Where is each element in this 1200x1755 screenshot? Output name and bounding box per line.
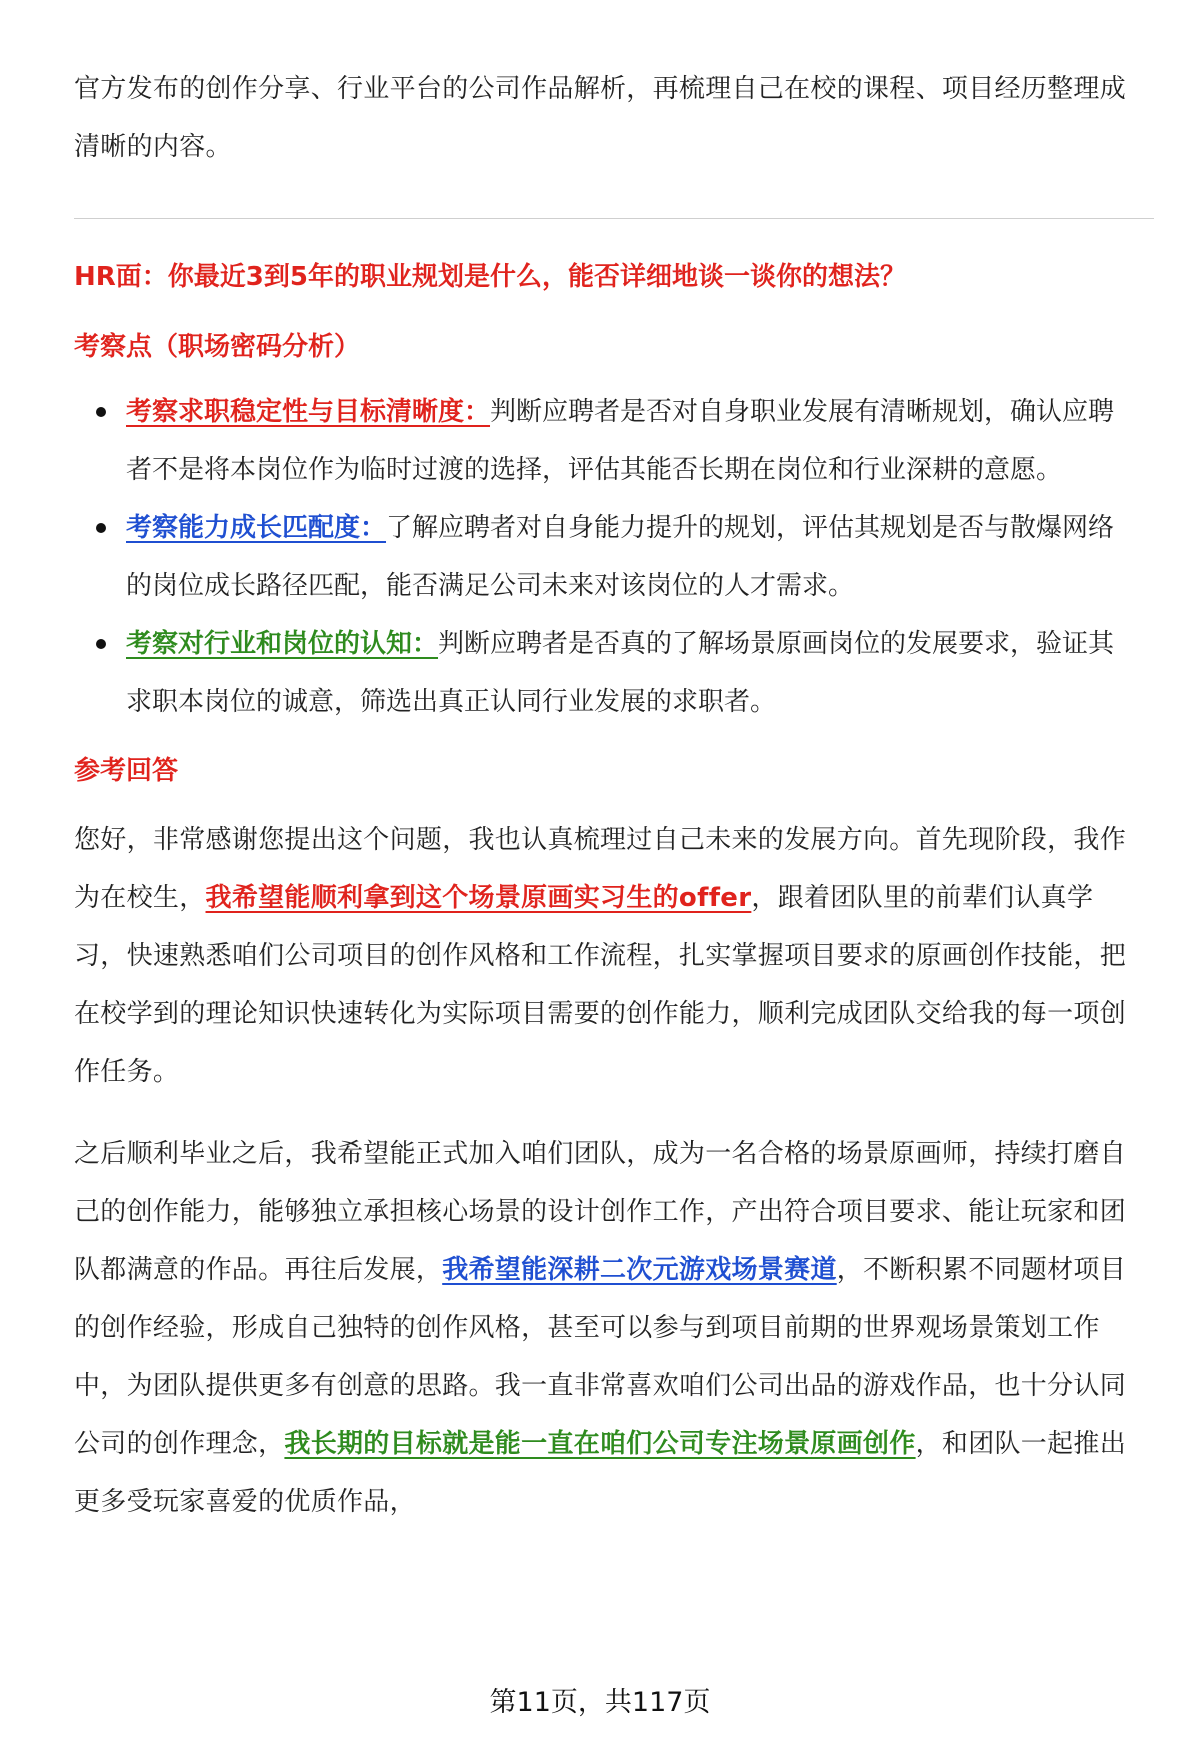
bullet-text: 了解应聘者对自身能力提升的规划，评估其规划是否与散爆网络的岗位成长路径匹配，能否满足公司未来对该岗位的人才需求。 [126,513,1115,601]
answer-paragraph-2 [74,1125,1134,1531]
bullet-keyword: 考察能力成长匹配度： [126,513,387,543]
list-item [74,499,1134,615]
intro-paragraph: 官方发布的创作分享、行业平台的公司作品解析，再梳理自己在校的课程、项目经历整理成清晰的内容。 [74,74,1127,162]
document-page [74,60,1134,1531]
answer-text: ，跟着团队里的前辈们认真学习，快速熟悉咱们公司项目的创作风格和工作流程，扎实掌握项目要求的原画创作技能，把在校学到的理论知识快速转化为实际项目需要的创作能力，顺利完成团队交给我的每一项创作任务。 [74,883,1127,1087]
bullet-icon [96,639,106,649]
answer-heading: 参考回答 [74,756,179,786]
bullet-keyword: 考察求职稳定性与目标清晰度： [126,397,491,427]
list-item [74,615,1134,731]
bullet-text: 判断应聘者是否真的了解场景原画岗位的发展要求，验证其求职本岗位的诚意，筛选出真正认同行业发展的求职者。 [126,629,1115,717]
bullet-icon [96,407,106,417]
bullet-icon [96,523,106,533]
analysis-list [74,383,1134,731]
answer-text: ，和团队一起推出更多受玩家喜爱的优质作品， [74,1429,1127,1517]
analysis-heading: 考察点（职场密码分析） [74,332,361,362]
answer-text: 您好，非常感谢您提出这个问题，我也认真梳理过自己未来的发展方向。首先现阶段，我作为在校生， [74,825,1127,913]
list-item [74,383,1134,499]
page-number: 第11页，共117页 [489,1687,711,1718]
answer-highlight: 我希望能深耕二次元游戏场景赛道 [442,1255,837,1285]
answer-highlight: 我长期的目标就是能一直在咱们公司专注场景原画创作 [284,1429,916,1459]
interview-question: HR面：你最近3到5年的职业规划是什么，能否详细地谈一谈你的想法？ [74,262,906,292]
section-divider [74,218,1154,219]
answer-paragraph-1 [74,811,1134,1101]
bullet-text: 判断应聘者是否对自身职业发展有清晰规划，确认应聘者不是将本岗位作为临时过渡的选择，评估其能否长期在岗位和行业深耕的意愿。 [126,397,1115,485]
answer-text: ，不断积累不同题材项目的创作经验，形成自己独特的创作风格，甚至可以参与到项目前期的世界观场景策划工作中，为团队提供更多有创意的思路。我一直非常喜欢咱们公司出品的游戏作品，也十分认同公司的创作理念， [74,1255,1127,1459]
bullet-keyword: 考察对行业和岗位的认知： [126,629,439,659]
answer-highlight: 我希望能顺利拿到这个场景原画实习生的offer [205,883,752,913]
answer-text: 之后顺利毕业之后，我希望能正式加入咱们团队，成为一名合格的场景原画师，持续打磨自己的创作能力，能够独立承担核心场景的设计创作工作，产出符合项目要求、能让玩家和团队都满意的作品。再往后发展， [74,1139,1127,1285]
